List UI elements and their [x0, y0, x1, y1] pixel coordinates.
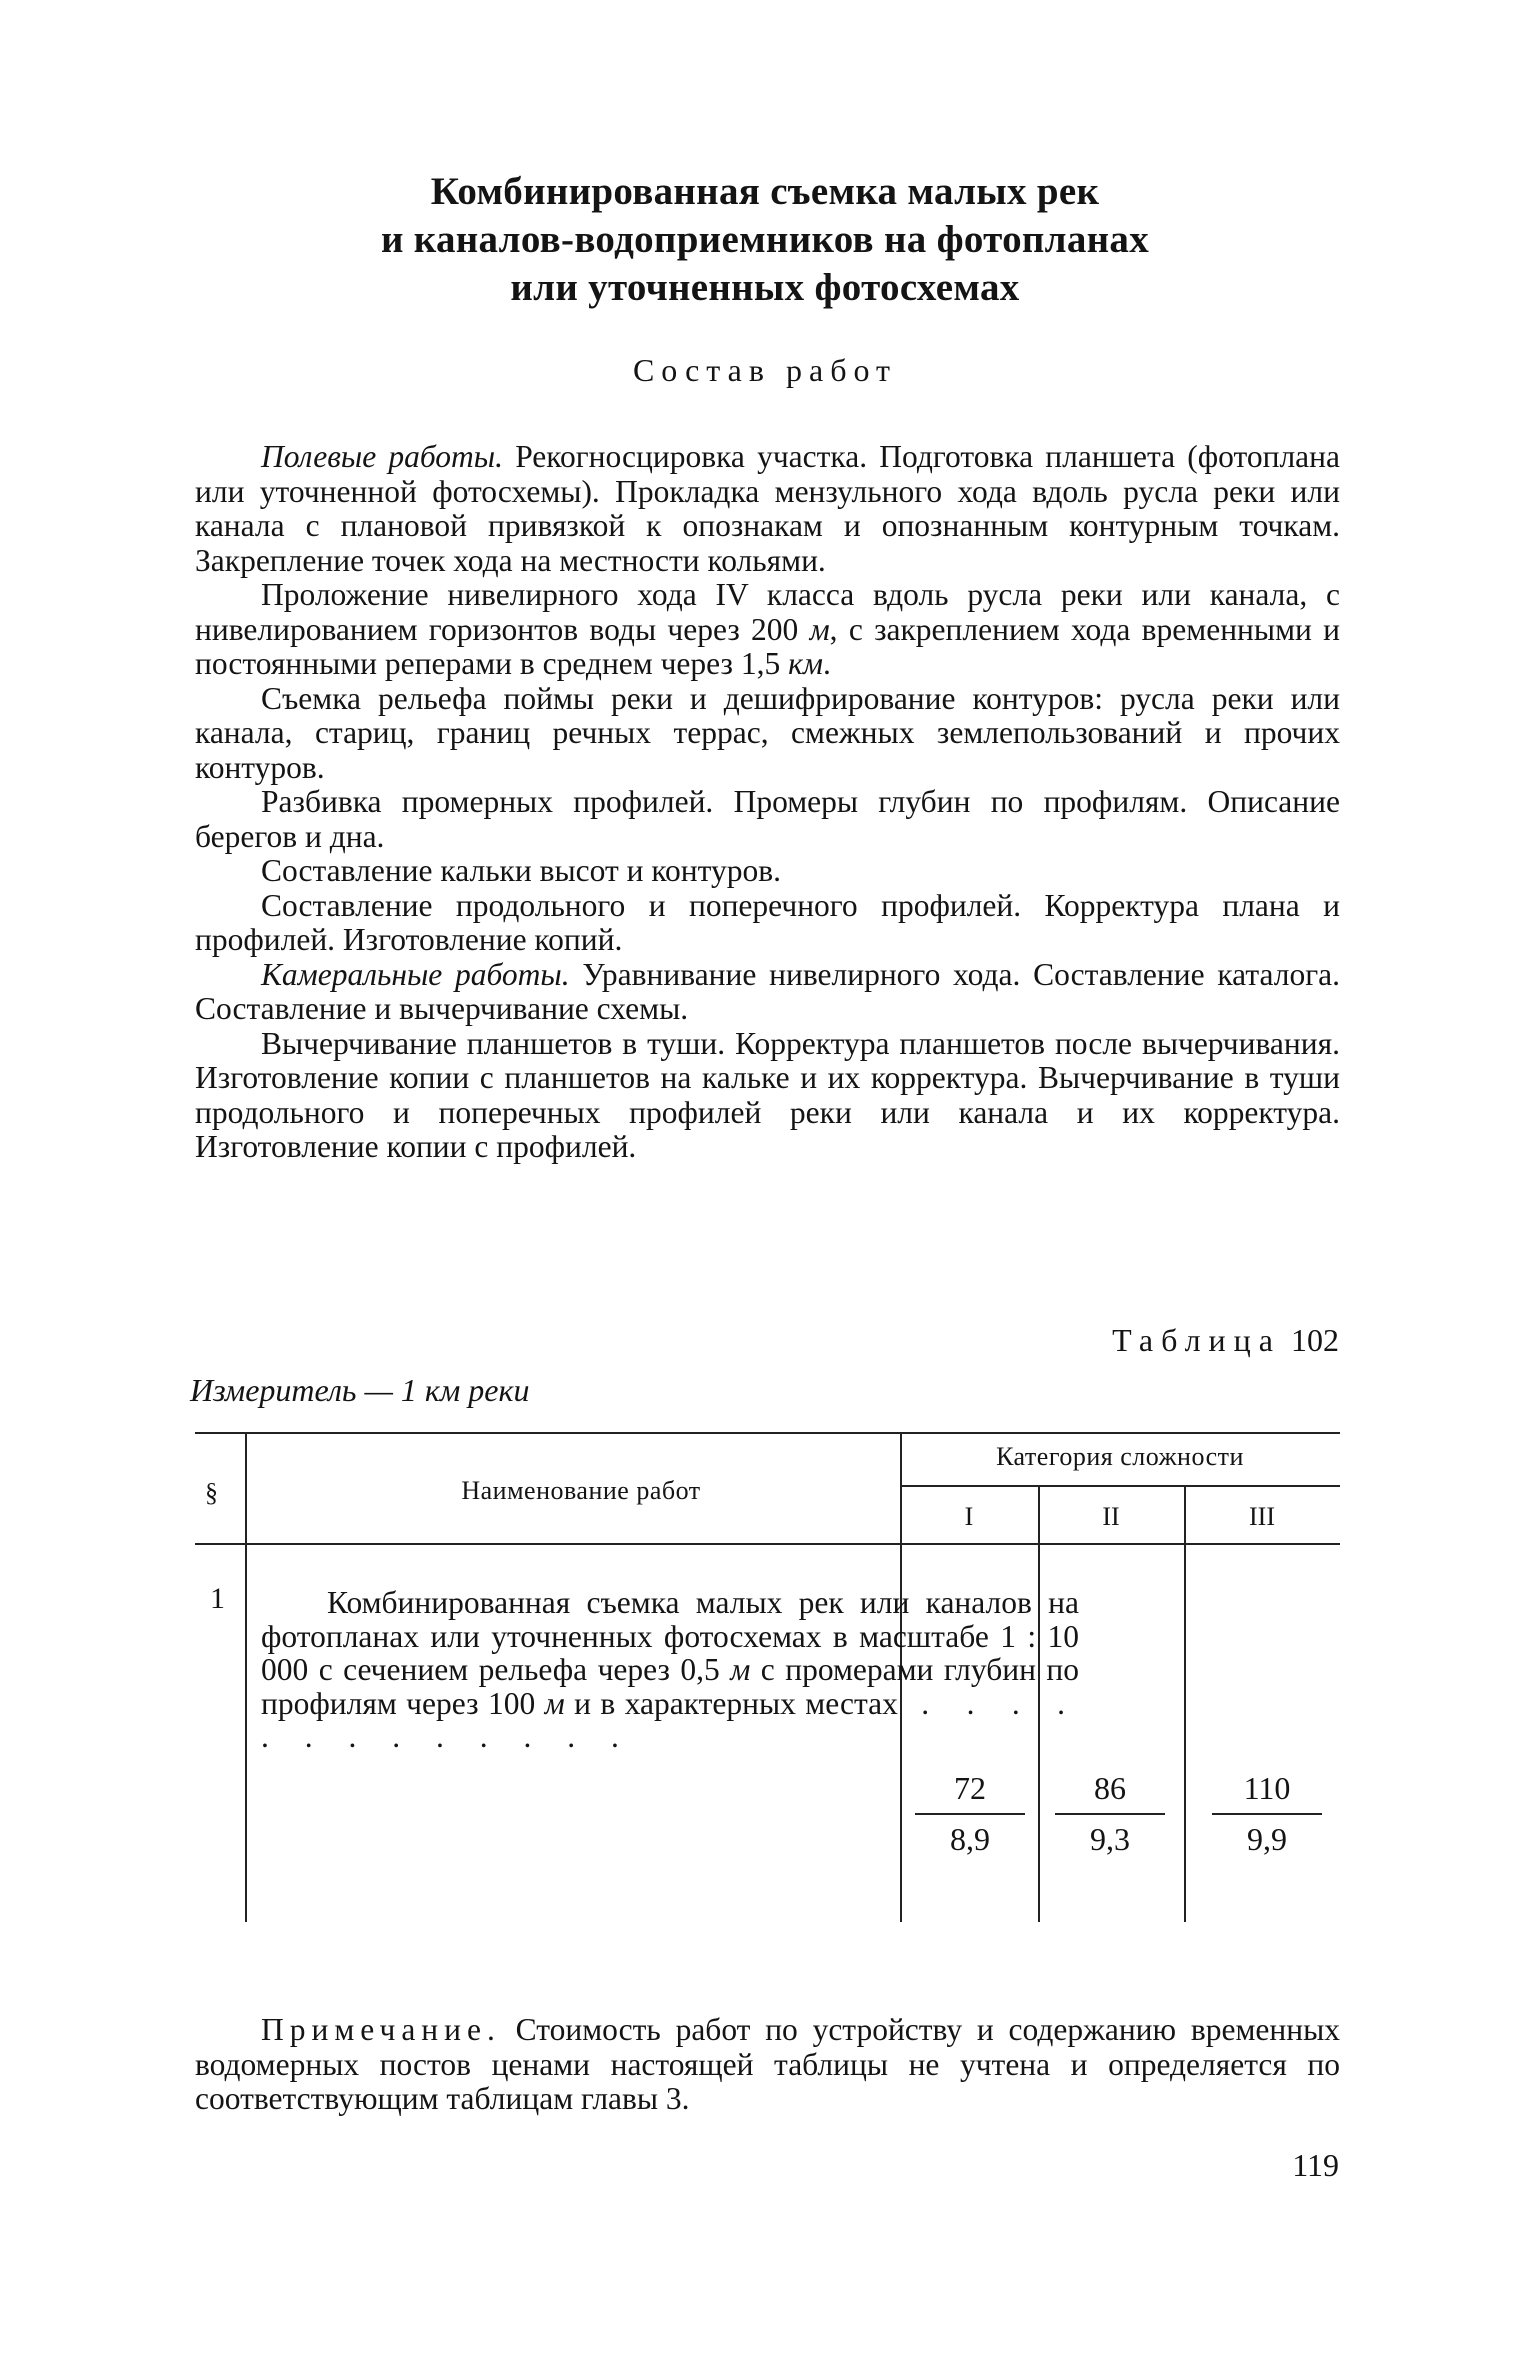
page-number: 119	[1292, 2147, 1339, 2183]
desc-unit-m-1: м	[730, 1652, 751, 1687]
field-works-paragraph-6: Составление продольного и поперечного профилей. Корректура плана и профилей. Изготовление копий.	[195, 887, 1340, 957]
table-caption	[1112, 1322, 1339, 1359]
header-category: Категория сложности	[996, 1442, 1244, 1471]
title-line-1: Комбинированная съемка малых рек	[430, 170, 1100, 213]
title-line-2: и каналов-водоприемников на фотопланах	[380, 218, 1150, 261]
row-number: 1	[210, 1582, 225, 1615]
field-works-paragraph-5: Составление кальки высот и контуров.	[261, 853, 781, 888]
note-paragraph	[195, 2013, 1340, 2117]
desc-part-b: с промерами глубин по профилям через 100	[261, 1652, 1080, 1721]
note-text: Стоимость работ по устройству и содержанию временных водомерных постов ценами настоящей таблицы не учтена и определяется по соответствующим таблицам главы 3.	[195, 2012, 1340, 2116]
measure-suffix: реки	[460, 1372, 530, 1408]
value-cat-2-bottom: 9,3	[1090, 1821, 1130, 1857]
desc-unit-m-2: м	[544, 1685, 565, 1721]
desc-part-a: Комбинированная съемка малых рек или каналов на фотопланах или уточненных фотосхемах в масштабе 1 : 10 000 с сечением рельефа через 0,5	[261, 1585, 1079, 1687]
header-bottom-rule	[195, 1543, 1340, 1545]
field-works-paragraph-4: Разбивка промерных профилей. Промеры глубин по профилям. Описание берегов и дна.	[195, 784, 1340, 854]
header-cat-1: I	[964, 1502, 974, 1531]
office-works-paragraph	[195, 958, 1340, 1027]
field-works-paragraph	[195, 440, 1340, 578]
row-description-text	[261, 1586, 1079, 1754]
value-cat-2	[1055, 1770, 1165, 1858]
value-cat-3	[1212, 1770, 1322, 1858]
office-works-paragraph-2: Вычерчивание планшетов в туши. Корректура планшетов после вычерчивания. Изготовление копии с планшетов на кальке и их корректура. Вычерчивание в туши продольного и поперечных профилей реки или канала и их корректура. Изготовление копии с профилей.	[195, 1025, 1340, 1164]
header-name: Наименование работ	[461, 1476, 701, 1505]
table-caption-word: Таблица	[1112, 1322, 1281, 1358]
field-works-text-2c: .	[822, 646, 831, 681]
value-cat-3-bottom: 9,9	[1247, 1821, 1287, 1857]
desc-part-c: и в характерных местах	[564, 1685, 898, 1721]
col-rule-cat2	[1184, 1487, 1186, 1922]
leader-dots: . . . . . . . . . . . . .	[261, 1685, 1080, 1754]
office-works-text-1: Уравнивание нивелирного хода. Составление каталога. Составление и вычерчивание схемы.	[195, 956, 1340, 1026]
header-cat-3: III	[1249, 1502, 1275, 1531]
category-sub-rule	[900, 1485, 1340, 1487]
header-section: §	[205, 1478, 218, 1507]
row-description	[261, 1586, 1079, 1754]
field-works-paragraph-3: Съемка рельефа поймы реки и дешифрирование контуров: русла реки или канала, стариц, границ речных террас, смежных землепользований и прочих контуров.	[195, 680, 1340, 785]
field-works-text-1: Рекогносцировка участка. Подготовка планшета (фотоплана или уточненной фотосхемы). Прокладка мензульного хода вдоль русла реки или канала с плановой привязкой к опознакам и опознанным контурным точкам. Закрепление точек хода на местности кольями.	[195, 439, 1340, 578]
field-works-text-2b: , с закреплением хода временными и постоянными реперами в среднем через 1,5	[195, 611, 1340, 681]
value-cat-3-top: 110	[1212, 1770, 1322, 1815]
subheading-work-composition: Состав работ	[632, 352, 898, 388]
unit-m: м	[809, 611, 830, 647]
title-line-3: или уточненных фотосхемах	[510, 266, 1020, 309]
field-works-text-2a: Проложение нивелирного хода IV класса вдоль русла реки или канала, с нивелированием горизонтов воды через 200	[195, 577, 1340, 647]
value-cat-1-top: 72	[915, 1770, 1025, 1815]
measure-prefix: Измеритель — 1	[190, 1372, 425, 1408]
value-cat-1	[915, 1770, 1025, 1858]
value-cat-2-top: 86	[1055, 1770, 1165, 1815]
table-note	[195, 2013, 1340, 2117]
col-rule-section	[245, 1432, 247, 1922]
work-description	[195, 440, 1340, 1165]
rates-table	[195, 1432, 1340, 1922]
section-title	[190, 168, 1340, 312]
office-works-label: Камеральные работы.	[261, 956, 570, 992]
note-label: Примечание.	[261, 2012, 501, 2047]
table-top-rule	[195, 1432, 1340, 1434]
unit-km: км	[788, 646, 823, 681]
field-works-paragraph-2	[195, 578, 1340, 682]
table-number: 102	[1291, 1322, 1339, 1358]
field-works-label: Полевые работы.	[261, 439, 504, 474]
header-cat-2: II	[1102, 1502, 1120, 1531]
measurement-unit	[190, 1372, 529, 1409]
measure-unit: км	[424, 1372, 461, 1408]
value-cat-1-bottom: 8,9	[950, 1821, 990, 1857]
